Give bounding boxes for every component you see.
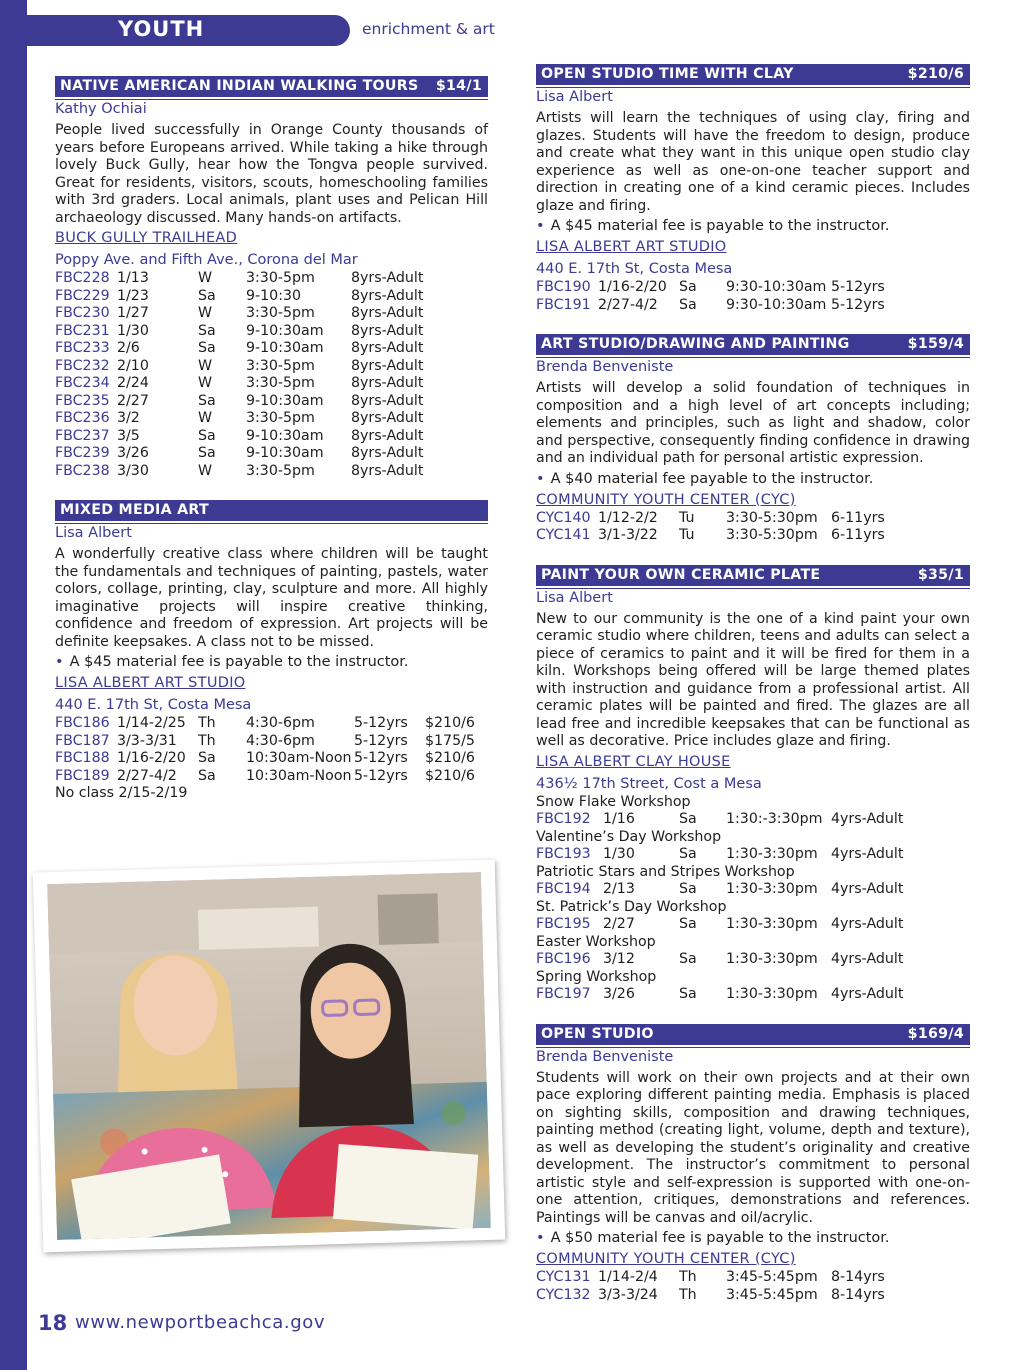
- schedule-cell: 1/16-2/20: [117, 750, 186, 766]
- schedule-cell: 2/10: [117, 357, 149, 374]
- class-code: FBC193: [536, 846, 591, 862]
- schedule-cell: Sa: [198, 340, 216, 356]
- page-number: 18: [38, 1311, 68, 1335]
- schedule-cell: 1/14-2/4: [598, 1269, 658, 1285]
- schedule-cell: 3:30-5pm: [246, 270, 315, 286]
- class-code: FBC188: [55, 750, 110, 766]
- schedule-cell: 1:30-3:30pm: [726, 846, 818, 862]
- class-price: $35/1: [917, 566, 964, 583]
- class-title: ART STUDIO/DRAWING AND PAINTING: [541, 336, 850, 352]
- schedule-cell: 2/27: [117, 392, 149, 409]
- class-native-american-tours: [55, 76, 488, 480]
- schedule-cell: Sa: [679, 916, 697, 932]
- class-code: FBC197: [536, 986, 591, 1002]
- schedule-cell: 3/30: [117, 462, 149, 479]
- schedule-cell: 3/12: [603, 951, 635, 967]
- class-description: People lived successfully in Orange County thousands of years before Europeans arrived. While taking a hike through lovely Buck Gully, hear how the Tongva people survived. Great for residents, visitors, scouts, homeschooling families with 3rd graders. Local animals, plant uses and Pelican Hill archaeology discussed. Many hands-on artifacts.: [55, 122, 488, 226]
- schedule-row: [55, 375, 488, 393]
- schedule-cell: 10:30am-Noon: [246, 750, 352, 766]
- class-description: Students will work on their own projects and at their own pace exploring different painting media. Emphasis is placed on sighting skills, composition and drawing techniques, painting method (creating light, volume, depth and texture), as well as developing the student’s originality and creative development. The instructor’s commitment to personal artistic style and self-expression is supported with one-on-one attention, critiques, demonstrations and references. Paintings will be canvas and oil/acrylic.: [536, 1069, 970, 1226]
- class-ceramic-plate: [536, 565, 970, 1004]
- location-address: 440 E. 17th St, Costa Mesa: [536, 261, 733, 277]
- schedule-table: [55, 715, 488, 785]
- schedule-table: [536, 279, 970, 314]
- schedule-cell: 1/16: [603, 811, 635, 827]
- class-description: A wonderfully creative class where children will be taught the fundamentals and techniques of painting, pastels, water colors, collage, printing, clay, sculpture and more. All highly imaginative projects will inspire creative thinking, confidence and freedom of expression. Art projects will be definite keepsakes. A class not to be missed.: [55, 546, 488, 650]
- class-code: FBC189: [55, 767, 110, 784]
- schedule-cell: 5-12yrs: [831, 296, 885, 313]
- location-link[interactable]: LISA ALBERT ART STUDIO: [536, 239, 727, 255]
- section-header: [536, 565, 970, 586]
- schedule-cell: 3:45-5:45pm: [726, 1286, 818, 1303]
- schedule-row: [55, 445, 488, 463]
- schedule-cell: 1/12-2/2: [598, 509, 658, 526]
- schedule-row: [536, 510, 970, 528]
- schedule-cell: 4yrs-Adult: [831, 916, 904, 932]
- schedule-row: [55, 428, 488, 446]
- schedule-cell: 5-12yrs: [354, 750, 408, 766]
- section-header: [55, 500, 488, 521]
- schedule-row: [536, 1269, 970, 1287]
- schedule-cell: Sa: [679, 951, 697, 967]
- schedule-row: [536, 811, 970, 829]
- schedule-cell: 1:30:-3:30pm: [726, 811, 823, 827]
- schedule-cell: Th: [198, 715, 216, 731]
- schedule-cell: Sa: [198, 750, 216, 766]
- schedule-table: [536, 510, 970, 545]
- schedule-cell: 3:30-5pm: [246, 375, 315, 391]
- workshop-label: St. Patrick’s Day Workshop: [536, 898, 727, 915]
- class-description: Artists will develop a solid foundation of techniques in composition and a high level of art concepts including; elements and principles, such as light and shadow, color and perspective, consequently finding confidence in drawing and an individual path for personal artistic expression.: [536, 380, 970, 466]
- schedule-cell: 2/24: [117, 375, 149, 391]
- schedule-cell: W: [198, 462, 213, 479]
- schedule-cell: 8yrs-Adult: [351, 340, 424, 356]
- schedule-cell: 1:30-3:30pm: [726, 951, 818, 967]
- schedule-cell: 1/16-2/20: [598, 279, 667, 295]
- schedule-cell: 8yrs-Adult: [351, 287, 424, 304]
- photo-image: [47, 872, 491, 1240]
- schedule-cell: 5-12yrs: [354, 767, 408, 784]
- schedule-row: [536, 881, 970, 899]
- schedule-cell: 1:30-3:30pm: [726, 986, 818, 1002]
- schedule-row: [55, 733, 488, 751]
- schedule-cell: $210/6: [425, 750, 475, 766]
- class-code: FBC192: [536, 811, 591, 827]
- schedule-cell: 3:30-5:30pm: [726, 509, 818, 526]
- schedule-cell: 3:30-5pm: [246, 462, 315, 479]
- schedule-cell: Th: [679, 1269, 697, 1285]
- schedule-cell: 3/5: [117, 427, 140, 444]
- schedule-row: [55, 358, 488, 376]
- schedule-cell: Sa: [198, 427, 216, 444]
- workshop-list: [536, 794, 970, 1004]
- schedule-cell: 8yrs-Adult: [351, 322, 424, 339]
- class-code: FBC233: [55, 340, 110, 356]
- schedule-cell: 3:45-5:45pm: [726, 1269, 818, 1285]
- schedule-cell: 1:30-3:30pm: [726, 916, 818, 932]
- schedule-cell: 1:30-3:30pm: [726, 881, 818, 897]
- class-code: FBC238: [55, 462, 110, 479]
- class-code: FBC239: [55, 445, 110, 461]
- schedule-note: No class 2/15-2/19: [55, 785, 188, 801]
- class-drawing-painting: [536, 334, 970, 545]
- schedule-cell: 8yrs-Adult: [351, 445, 424, 461]
- schedule-cell: 1/30: [603, 846, 635, 862]
- schedule-cell: 3/26: [117, 445, 149, 461]
- class-code: FBC191: [536, 296, 591, 313]
- class-price: $14/1: [435, 78, 482, 94]
- class-mixed-media-art: [55, 500, 488, 803]
- instructor-name: Kathy Ochiai: [55, 101, 147, 117]
- schedule-cell: 8yrs-Adult: [351, 305, 424, 321]
- schedule-cell: $210/6: [425, 715, 475, 731]
- schedule-cell: 9-10:30am: [246, 427, 324, 444]
- schedule-cell: 9-10:30am: [246, 322, 324, 339]
- schedule-cell: Sa: [198, 445, 216, 461]
- class-code: FBC228: [55, 270, 110, 286]
- schedule-cell: 4yrs-Adult: [831, 846, 904, 862]
- bullet-icon: •: [55, 654, 64, 670]
- schedule-cell: 8-14yrs: [831, 1269, 885, 1285]
- schedule-cell: 9:30-10:30am: [726, 296, 827, 313]
- schedule-cell: 9-10:30: [246, 287, 302, 304]
- bullet-icon: •: [536, 218, 545, 234]
- schedule-cell: 3/26: [603, 986, 635, 1002]
- material-fee-note: [536, 217, 970, 236]
- schedule-cell: Sa: [679, 811, 697, 827]
- left-column: [55, 76, 488, 823]
- left-accent-bar: [0, 0, 27, 1370]
- schedule-row: [55, 323, 488, 341]
- schedule-row: [55, 270, 488, 288]
- class-code: CYC132: [536, 1286, 591, 1303]
- schedule-row: [536, 1287, 970, 1305]
- page-subtitle: enrichment & art: [362, 20, 495, 38]
- schedule-cell: 1/27: [117, 305, 149, 321]
- schedule-cell: $175/5: [425, 732, 475, 749]
- schedule-cell: 8yrs-Adult: [351, 357, 424, 374]
- material-fee-note: [536, 1229, 970, 1248]
- schedule-cell: 3/3-3/24: [598, 1286, 658, 1303]
- schedule-cell: 8yrs-Adult: [351, 427, 424, 444]
- schedule-cell: 5-12yrs: [831, 279, 885, 295]
- schedule-cell: 3:30-5pm: [246, 410, 315, 426]
- schedule-row: [55, 393, 488, 411]
- material-fee-note: [55, 653, 488, 672]
- class-code: CYC131: [536, 1269, 591, 1285]
- fee-text: A $40 material fee payable to the instructor.: [550, 470, 874, 487]
- schedule-row: [55, 463, 488, 481]
- schedule-cell: 8yrs-Adult: [351, 270, 424, 286]
- class-code: FBC232: [55, 357, 110, 374]
- class-title: PAINT YOUR OWN CERAMIC PLATE: [541, 566, 821, 583]
- schedule-cell: 8yrs-Adult: [351, 410, 424, 426]
- instructor-name: Lisa Albert: [55, 525, 132, 541]
- schedule-row: [536, 986, 970, 1004]
- schedule-cell: 5-12yrs: [354, 732, 408, 749]
- schedule-cell: W: [198, 410, 213, 426]
- class-title: OPEN STUDIO TIME WITH CLAY: [541, 66, 794, 82]
- schedule-cell: Sa: [679, 846, 697, 862]
- class-title: OPEN STUDIO: [541, 1025, 654, 1042]
- bullet-icon: •: [536, 1230, 545, 1246]
- schedule-cell: 8yrs-Adult: [351, 392, 424, 409]
- schedule-cell: Sa: [679, 296, 697, 313]
- schedule-row: [55, 305, 488, 323]
- class-code: CYC140: [536, 509, 591, 526]
- photo-kids-painting: [33, 860, 505, 1253]
- right-column: [536, 64, 970, 1324]
- schedule-cell: 4yrs-Adult: [831, 986, 904, 1002]
- schedule-cell: 8yrs-Adult: [351, 462, 424, 479]
- schedule-cell: Sa: [198, 322, 216, 339]
- schedule-table: [55, 270, 488, 480]
- schedule-cell: 9-10:30am: [246, 392, 324, 409]
- material-fee-note: [536, 470, 970, 489]
- workshop-label: Patriotic Stars and Stripes Workshop: [536, 863, 795, 880]
- schedule-cell: 9:30-10:30am: [726, 279, 827, 295]
- schedule-row: [536, 846, 970, 864]
- section-header: [536, 334, 970, 355]
- schedule-cell: 2/27-4/2: [598, 296, 658, 313]
- schedule-cell: W: [198, 357, 213, 374]
- class-code: FBC195: [536, 916, 591, 932]
- schedule-cell: Sa: [198, 767, 216, 784]
- class-price: $210/6: [907, 66, 964, 82]
- schedule-row: [55, 288, 488, 306]
- instructor-name: Brenda Benveniste: [536, 1048, 674, 1065]
- schedule-cell: 1/13: [117, 270, 149, 286]
- schedule-cell: 9-10:30am: [246, 445, 324, 461]
- location-link[interactable]: BUCK GULLY TRAILHEAD: [55, 230, 238, 246]
- schedule-cell: 8yrs-Adult: [351, 375, 424, 391]
- location-address: Poppy Ave. and Fifth Ave., Corona del Mar: [55, 252, 358, 268]
- schedule-row: [55, 750, 488, 768]
- class-code: FBC230: [55, 305, 110, 321]
- instructor-name: Lisa Albert: [536, 589, 613, 606]
- schedule-cell: $210/6: [425, 767, 475, 784]
- location-address: 436½ 17th Street, Cost a Mesa: [536, 775, 762, 792]
- schedule-cell: 3:30-5:30pm: [726, 527, 818, 543]
- schedule-cell: 10:30am-Noon: [246, 767, 352, 784]
- class-title: NATIVE AMERICAN INDIAN WALKING TOURS: [60, 78, 419, 94]
- schedule-cell: Sa: [198, 392, 216, 409]
- schedule-cell: 4yrs-Adult: [831, 951, 904, 967]
- class-open-studio-clay: [536, 64, 970, 314]
- class-description: New to our community is the one of a kind paint your own ceramic studio where children, teens and adults can select a piece of ceramics to paint and it will be fired for them in a kiln. Workshops being offered will be large themed plates with instruction and guidance from a professional artist. All ceramic plates will be painted and fired. The glazes are all lead free and incredible keepsakes that can be functional as well as decorative. Price includes glaze and firing.: [536, 610, 970, 749]
- schedule-cell: Tu: [679, 527, 695, 543]
- schedule-cell: Sa: [679, 881, 697, 897]
- website-link[interactable]: www.newportbeachca.gov: [75, 1312, 326, 1333]
- class-title: MIXED MEDIA ART: [60, 502, 209, 518]
- schedule-row: [536, 916, 970, 934]
- schedule-cell: 4yrs-Adult: [831, 811, 904, 827]
- section-header: [55, 76, 488, 97]
- schedule-cell: Sa: [198, 287, 216, 304]
- schedule-cell: 3/3-3/31: [117, 732, 177, 749]
- schedule-row: [536, 297, 970, 315]
- location-link[interactable]: COMMUNITY YOUTH CENTER (CYC): [536, 491, 796, 508]
- class-code: FBC190: [536, 279, 591, 295]
- schedule-cell: Tu: [679, 509, 695, 526]
- class-code: FBC186: [55, 715, 110, 731]
- fee-text: A $45 material fee is payable to the instructor.: [550, 218, 890, 234]
- schedule-cell: 2/6: [117, 340, 140, 356]
- schedule-cell: Sa: [679, 986, 697, 1002]
- class-open-studio: [536, 1024, 970, 1305]
- section-header: [536, 64, 970, 85]
- schedule-cell: 3/2: [117, 410, 140, 426]
- class-code: FBC196: [536, 951, 591, 967]
- schedule-cell: 3/1-3/22: [598, 527, 658, 543]
- location-link[interactable]: COMMUNITY YOUTH CENTER (CYC): [536, 1251, 796, 1267]
- schedule-cell: 2/13: [603, 881, 635, 897]
- schedule-row: [536, 951, 970, 969]
- schedule-cell: Th: [198, 732, 216, 749]
- class-code: FBC235: [55, 392, 110, 409]
- page-title: YOUTH: [118, 17, 205, 41]
- schedule-cell: W: [198, 375, 213, 391]
- class-description: Artists will learn the techniques of using clay, firing and glazes. Students will have the freedom to design, produce and create what they want in this unique open studio clay experience as well as one-on-one teacher support and direction in creating one of a kind ceramic pieces. Includes glaze and firing.: [536, 110, 970, 214]
- schedule-cell: 4:30-6pm: [246, 732, 315, 749]
- instructor-name: Brenda Benveniste: [536, 359, 674, 375]
- schedule-row: [536, 279, 970, 297]
- schedule-row: [55, 715, 488, 733]
- class-code: FBC194: [536, 881, 591, 897]
- schedule-cell: W: [198, 270, 213, 286]
- workshop-label: Valentine’s Day Workshop: [536, 828, 722, 845]
- class-code: FBC237: [55, 427, 110, 444]
- workshop-label: Spring Workshop: [536, 968, 657, 985]
- schedule-cell: 9-10:30am: [246, 340, 324, 356]
- schedule-row: [536, 527, 970, 545]
- fee-text: A $50 material fee is payable to the instructor.: [550, 1230, 890, 1246]
- class-price: $159/4: [907, 336, 964, 352]
- schedule-row: [55, 768, 488, 786]
- schedule-row: [55, 410, 488, 428]
- class-code: FBC234: [55, 375, 110, 391]
- location-link[interactable]: LISA ALBERT CLAY HOUSE: [536, 753, 731, 770]
- schedule-table: [536, 1269, 970, 1304]
- schedule-cell: 4:30-6pm: [246, 715, 315, 731]
- schedule-cell: Sa: [679, 279, 697, 295]
- workshop-label: Snow Flake Workshop: [536, 793, 691, 810]
- schedule-cell: 5-12yrs: [354, 715, 408, 731]
- class-code: FBC187: [55, 732, 110, 749]
- schedule-cell: 2/27: [603, 916, 635, 932]
- schedule-cell: 1/23: [117, 287, 149, 304]
- schedule-cell: 1/30: [117, 322, 149, 339]
- schedule-cell: W: [198, 305, 213, 321]
- schedule-cell: 6-11yrs: [831, 527, 885, 543]
- bullet-icon: •: [536, 470, 545, 487]
- schedule-cell: 2/27-4/2: [117, 767, 177, 784]
- class-code: FBC229: [55, 287, 110, 304]
- class-code: CYC141: [536, 527, 591, 543]
- fee-text: A $45 material fee is payable to the instructor.: [69, 654, 409, 670]
- schedule-cell: Th: [679, 1286, 697, 1303]
- schedule-cell: 6-11yrs: [831, 509, 885, 526]
- section-header: [536, 1024, 970, 1045]
- instructor-name: Lisa Albert: [536, 89, 613, 105]
- class-price: $169/4: [907, 1025, 964, 1042]
- photo-illustration: [47, 872, 491, 1240]
- location-address: 440 E. 17th St, Costa Mesa: [55, 697, 252, 713]
- schedule-cell: 1/14-2/25: [117, 715, 186, 731]
- location-link[interactable]: LISA ALBERT ART STUDIO: [55, 675, 246, 691]
- class-code: FBC231: [55, 322, 110, 339]
- schedule-cell: 4yrs-Adult: [831, 881, 904, 897]
- schedule-cell: 3:30-5pm: [246, 357, 315, 374]
- schedule-cell: 8-14yrs: [831, 1286, 885, 1303]
- class-code: FBC236: [55, 410, 110, 426]
- workshop-label: Easter Workshop: [536, 933, 656, 950]
- schedule-row: [55, 340, 488, 358]
- schedule-cell: 3:30-5pm: [246, 305, 315, 321]
